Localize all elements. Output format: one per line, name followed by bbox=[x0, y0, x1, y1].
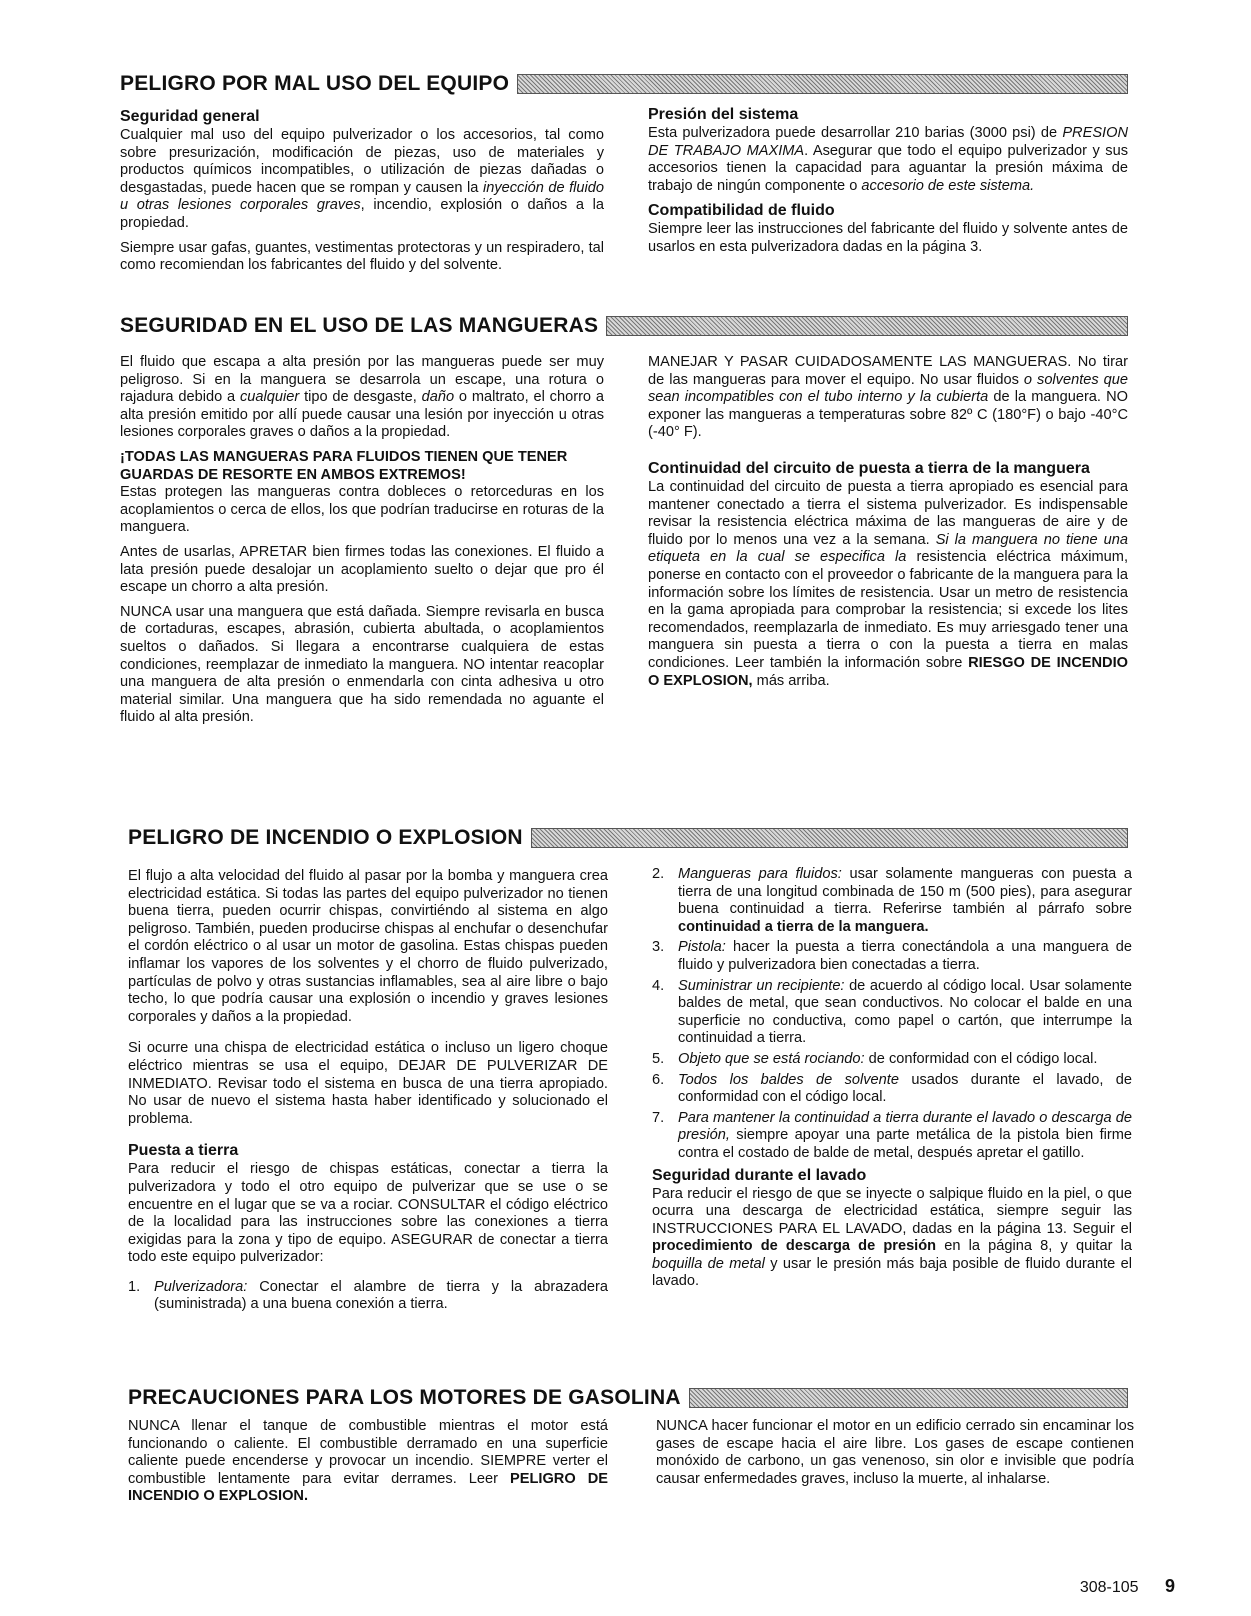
paragraph: Antes de usarlas, APRETAR bien firmes todas las conexiones. El fluido a lata presión puede desalojar un acoplamiento suelto o dejar que pro él escape un chorro a alta presión. bbox=[120, 543, 604, 596]
list-item: 5. Objeto que se está rociando: de conformidad con el código local. bbox=[652, 1050, 1098, 1067]
paragraph: Estas protegen las mangueras contra dobleces o retorceduras en los acoplamientos o cerca de ellos, los que podrían traducirse en roturas de la manguera. bbox=[120, 484, 604, 536]
paragraph: La continuidad del circuito de puesta a tierra apropiado es esencial para mantener conectado a tierra el sistema pulverizador. Es indispensable revisar la resistencia eléctrica máxima de las mangueras de aire y de fluido por lo menos una vez a la semana. Si la manguera no tiene una etiqueta en la cual se especifica la resistencia eléctrica máximum, ponerse en contacto con el proveedor o fabricante de la manguera para la información sobre los límites de resistencia. Usar un metro de resistencia en la gama apropiada para comprobar la resistencia; si excede los lites recomendados, reemplazarla de inmediato. Es muy arriesgado tener una manguera sin puesta a tierra o con la puesta a tierra en malas condiciones. Leer también la información sobre RIESGO DE INCENDIO O EXPLOSION, más arriba. bbox=[648, 478, 1128, 689]
mal-uso-left-column bbox=[120, 108, 604, 282]
grounding-list-cont bbox=[652, 866, 1132, 1163]
list-item: 3. Pistola: hacer la puesta a tierra conectándola a una manguera de fluido y pulverizadora bien conectadas a tierra. bbox=[652, 939, 1132, 973]
mangueras-right-column bbox=[648, 354, 1128, 697]
section-header-incendio bbox=[128, 826, 1128, 850]
subheading: Compatibilidad de fluido bbox=[648, 202, 835, 220]
section-title: SEGURIDAD EN EL USO DE LAS MANGUERAS bbox=[120, 314, 599, 337]
paragraph: Esta pulverizadora puede desarrollar 210 barias (3000 psi) de PRESION DE TRABAJO MAXIMA. Asegurar que todo el equipo pulverizador y sus accesorios tienen la capacidad para aguantar la presión máxima de trabajo de ningún componente o accesorio de este sistema. bbox=[648, 125, 1128, 194]
header-rule bbox=[531, 828, 1128, 848]
subheading: Continuidad del circuito de puesta a tierra de la manguera bbox=[648, 459, 1090, 477]
incendio-right-column bbox=[652, 866, 1132, 1298]
section-title: PRECAUCIONES PARA LOS MOTORES DE GASOLINA bbox=[128, 1386, 681, 1409]
subheading: Puesta a tierra bbox=[128, 1142, 239, 1160]
paragraph: MANEJAR Y PASAR CUIDADOSAMENTE LAS MANGUERAS. No tirar de las mangueras para mover el equipo. No usar fluidos o solventes que sean incompatibles con el tubo interno y la cubierta de la manguera. NO exponer las mangueras a temperaturas sobre 82º C (180°F) o bajo -40°C (-40° F). bbox=[648, 354, 1128, 441]
motores-right-column bbox=[656, 1418, 1134, 1495]
list-item: 1. Pulverizadora: Conectar el alambre de tierra y la abrazadera (suministrada) a una buena conexión a tierra. bbox=[128, 1278, 608, 1313]
paragraph: NUNCA usar una manguera que está dañada. Siempre revisarla en busca de cortaduras, escapes, abrasión, cubierta abultada, o acoplamientos sueltos o dañados. Si llegara a encontrarse cualquiera de estas condiciones, reemplazar de inmediato la manguera. NO intentar reacoplar una manguera de alta presión o enmendarla con cinta adhesiva u otro material similar. Una manguera que ha sido remendada no aguante el fluido al alta presión. bbox=[120, 603, 604, 726]
list-item: 4. Suministrar un recipiente: de acuerdo al código local. Usar solamente baldes de metal, que sean conductivos. No colocar el balde en una superficie no conductiva, como papel o cartón, que interrumpe la continuidad a tierra. bbox=[652, 977, 1132, 1047]
mangueras-left-column bbox=[120, 354, 604, 734]
subheading: Seguridad general bbox=[120, 108, 260, 125]
paragraph: NUNCA llenar el tanque de combustible mientras el motor está funcionando o caliente. El combustible derramado en una superficie caliente puede encenderse y provocar un incendio. SIEMPRE verter el combustible lentamente para evitar derrames. Leer PELIGRO DE INCENDIO O EXPLOSION. bbox=[128, 1418, 608, 1505]
mal-uso-right-column bbox=[648, 106, 1128, 264]
paragraph: NUNCA hacer funcionar el motor en un edificio cerrado sin encaminar los gases de escape hacia el aire libre. Los gases de escape contienen monóxido de carbono, un gas venenoso, sin olor e invisible que podría causar enfermedades graves, incluso la muerte, al inhalarse. bbox=[656, 1418, 1134, 1487]
paragraph: Para reducir el riesgo de que se inyecte o salpique fluido en la piel, o que ocurra una descarga de electricidad estática, siempre seguir las INSTRUCCIONES PARA EL LAVADO, dadas en la página 13. Seguir el procedimiento de descarga de presión en la página 8, y quitar la boquilla de metal y usar le presión más baja posible de fluido durante el lavado. bbox=[652, 1185, 1132, 1290]
paragraph: Siempre leer las instrucciones del fabricante del fluido y solvente antes de usarlos en esta pulverizadora dadas en la página 3. bbox=[648, 221, 1128, 255]
list-item: 7. Para mantener la continuidad a tierra durante el lavado o descarga de presión, siempre apoyar una parte metálica de la pistola bien firme contra el costado de balde de metal, después apretar el gatillo. bbox=[652, 1109, 1132, 1161]
header-rule bbox=[517, 74, 1128, 94]
page-number: 9 bbox=[1164, 1576, 1175, 1596]
subheading: Presión del sistema bbox=[648, 106, 799, 123]
list-item: 6. Todos los baldes de solvente usados durante el lavado, de conformidad con el código local. bbox=[652, 1071, 1133, 1106]
grounding-list-start bbox=[128, 1279, 608, 1314]
paragraph: El fluido que escapa a alta presión por las mangueras puede ser muy peligroso. Si en la manguera se desarrola un escape, una rotura o rajadura debido a cualquier tipo de desgaste, daño o maltrato, el chorro a alta presión emitido por allí puede causar una lesión por inyección u otras lesiones corporales graves o daños a la propiedad. bbox=[120, 354, 604, 441]
header-rule bbox=[689, 1388, 1128, 1408]
paragraph: El flujo a alta velocidad del fluido al pasar por la bomba y manguera crea electricidad estática. Si todas las partes del equipo pulverizador no tienen buena tierra, pueden ocurrir chispas, convirtiéndo al sistema en algo peligroso. También, pueden producirse chispas al enchufar o desenchufar el cordón eléctrico o al usar un motor de gasolina. Estas chispas pueden inflamar los vapores de los solventes y el chorro de fluido pulverizado, partículas de polvo y otras sustancias inflamables, sea al aire libre o bajo techo, lo que podría causar una explosión o incendio y graves lesiones corporales y daños a la propiedad. bbox=[128, 868, 608, 1025]
motores-left-column bbox=[128, 1418, 608, 1513]
section-title: PELIGRO POR MAL USO DEL EQUIPO bbox=[120, 72, 510, 95]
document-number: 308-105 bbox=[1079, 1579, 1139, 1596]
paragraph: Si ocurre una chispa de electricidad estática o incluso un ligero choque eléctrico mientras se usa el equipo, DEJAR DE PULVERIZAR DE INMEDIATO. Revisar todo el sistema en busca de una tierra apropiado. No usar de nuevo el sistema hasta haber identificado y solucionado el problema. bbox=[128, 1040, 608, 1127]
paragraph: Para reducir el riesgo de chispas estáticas, conectar a tierra la pulverizadora y todo el otro equipo de pulverizar que se use o se encuentre en el lugar que se va a rociar. CONSULTAR el código eléctrico de la localidad para las instrucciones sobre las conexiones a tierra exigidas para la zona y tipo de equipo. ASEGURAR de conectar a tierra todo este equipo pulverizador: bbox=[128, 1161, 608, 1266]
warning-text: ¡TODAS LAS MANGUERAS PARA FLUIDOS TIENEN QUE TENER GUARDAS DE RESORTE EN AMBOS EXTREMOS! bbox=[120, 448, 568, 483]
section-title: PELIGRO DE INCENDIO O EXPLOSION bbox=[128, 826, 523, 849]
paragraph: Cualquier mal uso del equipo pulverizador o los accesorios, tal como sobre presurización, modificación de piezas, uso de materiales y productos químicos incompatibles, o utilización de piezas dañadas o desgastadas, puede hacen que se rompan y causen la inyección de fluido u otras lesiones corporales graves, incendio, explosión o daños a la propiedad. bbox=[120, 127, 605, 231]
list-item: 2. Mangueras para fluidos: usar solamente mangueras con puesta a tierra de una longitud combinada de 150 m (500 pies), para asegurar buena continuidad a tierra. Referirse también al párrafo sobre continuidad a tierra de la manguera. bbox=[652, 866, 1132, 935]
section-header-motores bbox=[128, 1386, 1128, 1410]
paragraph: Siempre usar gafas, guantes, vestimentas protectoras y un respiradero, tal como recomiendan los fabricantes del fluido y del solvente. bbox=[120, 239, 604, 274]
subheading: Seguridad durante el lavado bbox=[652, 1166, 867, 1184]
section-header-mal-uso bbox=[120, 72, 1128, 96]
header-rule bbox=[606, 316, 1128, 336]
page-footer bbox=[1080, 1576, 1175, 1597]
section-header-mangueras bbox=[120, 314, 1128, 338]
incendio-left-column bbox=[128, 868, 608, 1317]
